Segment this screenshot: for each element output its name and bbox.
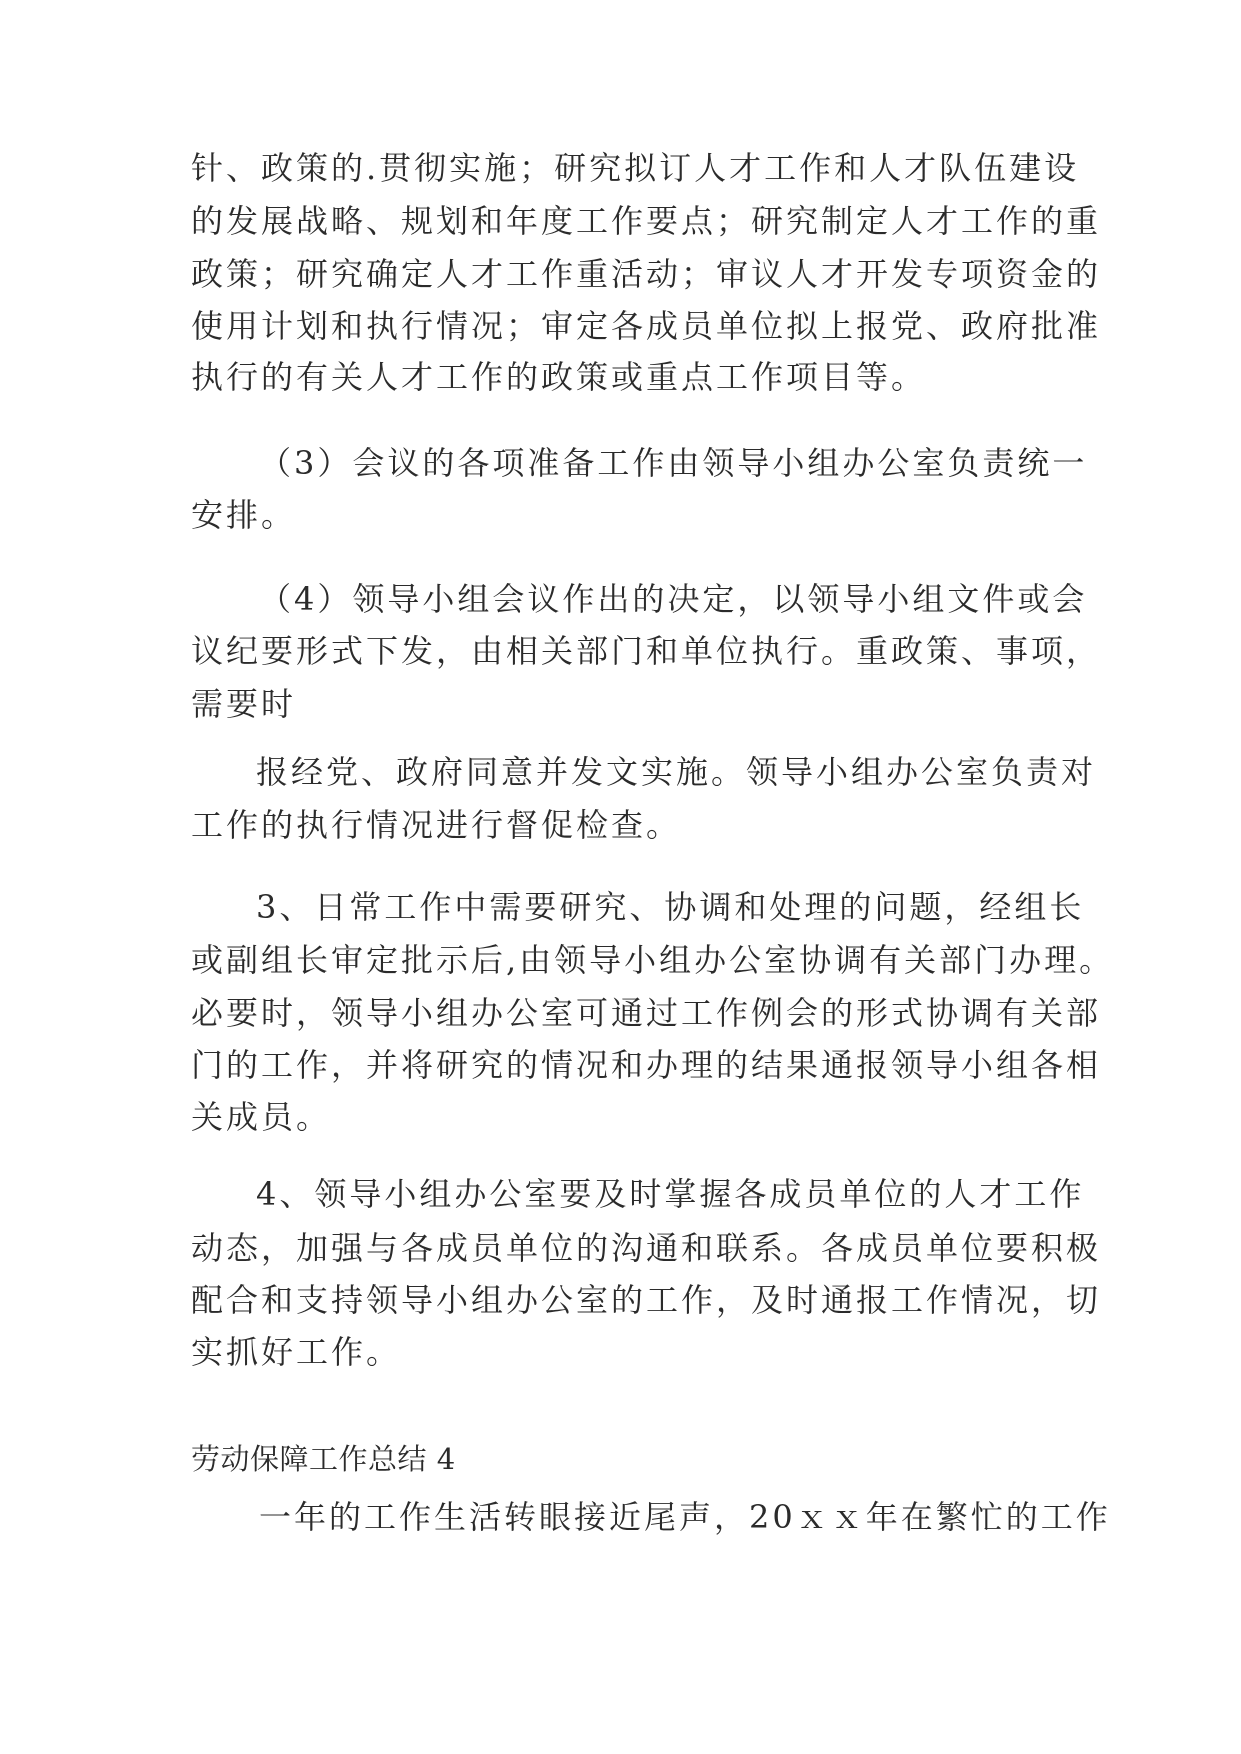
text-line: 动态，加强与各成员单位的沟通和联系。各成员单位要积极 (191, 1229, 1102, 1267)
text-line: 工作的执行情况进行督促检查。 (191, 806, 682, 844)
text-line: 配合和支持领导小组办公室的工作，及时通报工作情况，切 (191, 1281, 1102, 1319)
text-line: 必要时，领导小组办公室可通过工作例会的形式协调有关部 (191, 994, 1102, 1032)
text-line: 一年的工作生活转眼接近尾声，20ｘｘ年在繁忙的工作 (259, 1498, 1111, 1536)
text-line: 的发展战略、规划和年度工作要点；研究制定人才工作的重 (191, 202, 1102, 240)
section-heading: 劳动保障工作总结 4 (191, 1442, 456, 1476)
text-line: 安排。 (191, 496, 297, 534)
text-line: 关成员。 (191, 1098, 332, 1136)
text-line: 执行的有关人才工作的政策或重点工作项目等。 (191, 358, 927, 396)
text-line: 报经党、政府同意并发文实施。领导小组办公室负责对 (256, 753, 1097, 791)
text-line: 针、政策的.贯彻实施；研究拟订人才工作和人才队伍建设 (191, 149, 1080, 187)
text-line: （3）会议的各项准备工作由领导小组办公室负责统一 (259, 444, 1088, 482)
text-line: （4）领导小组会议作出的决定，以领导小组文件或会 (259, 580, 1088, 618)
text-line: 政策；研究确定人才工作重活动；审议人才开发专项资金的 (191, 255, 1102, 293)
text-line: 使用计划和执行情况；审定各成员单位拟上报党、政府批准 (191, 307, 1102, 345)
text-line: 实抓好工作。 (191, 1333, 402, 1371)
text-line: 4、领导小组办公室要及时掌握各成员单位的人才工作 (256, 1175, 1085, 1213)
text-line: 议纪要形式下发，由相关部门和单位执行。重政策、事项， (191, 632, 1102, 670)
text-line: 3、日常工作中需要研究、协调和处理的问题，经组长 (256, 888, 1085, 926)
text-line: 需要时 (191, 685, 297, 723)
text-line: 门的工作，并将研究的情况和办理的结果通报领导小组各相 (191, 1046, 1102, 1084)
text-line: 或副组长审定批示后,由领导小组办公室协调有关部门办理。 (191, 941, 1115, 979)
